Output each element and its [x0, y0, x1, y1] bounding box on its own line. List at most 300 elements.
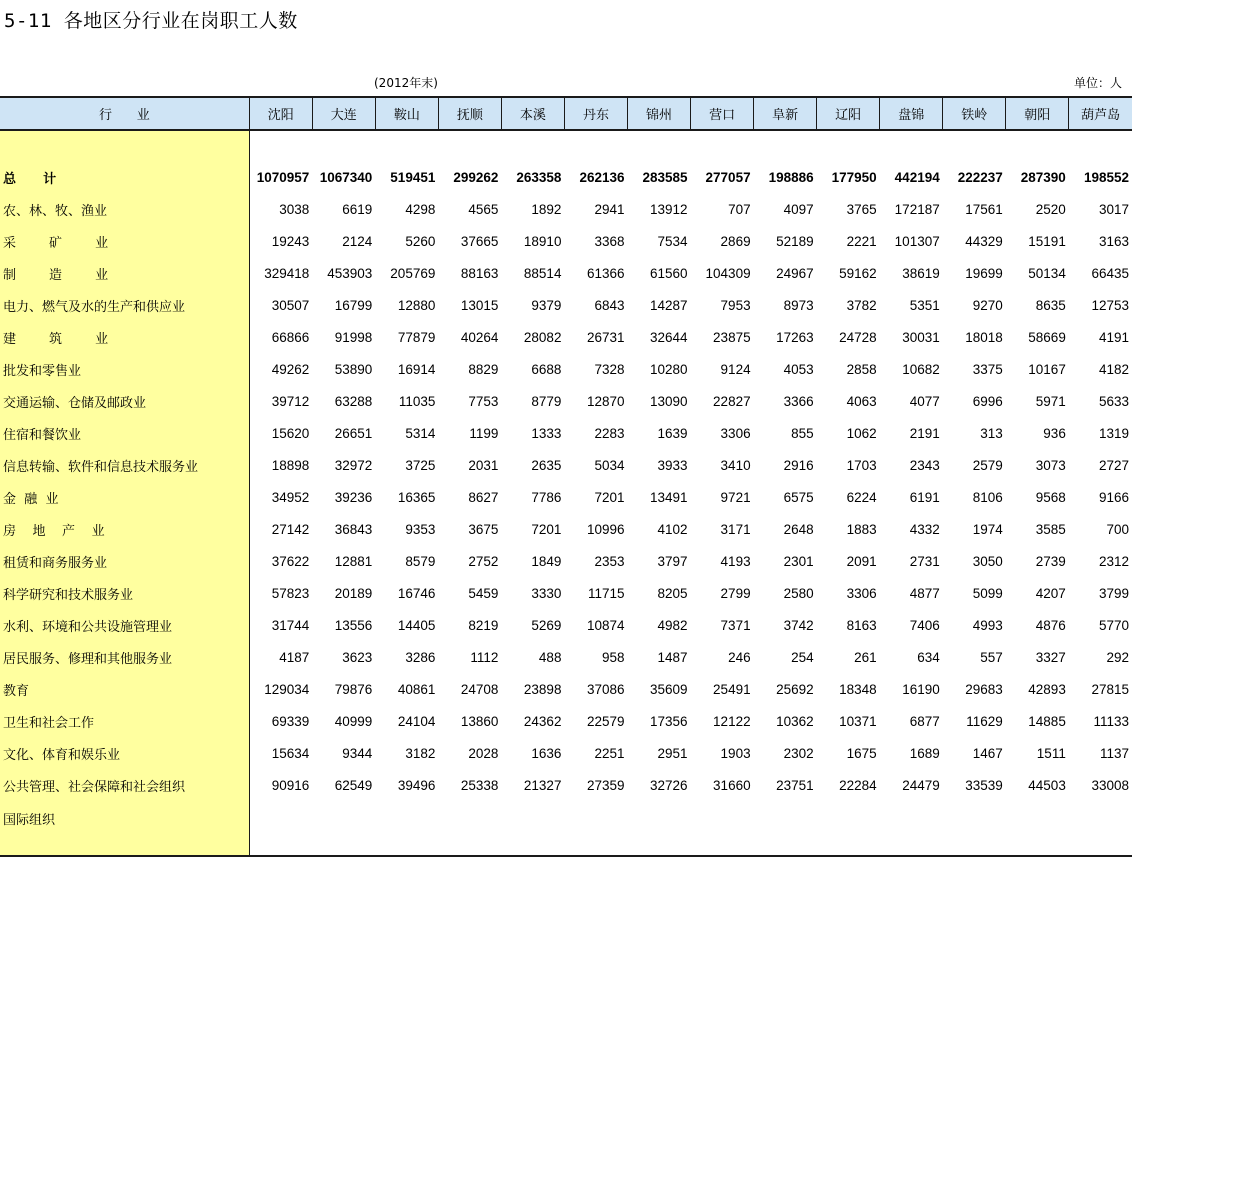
- value-cell: 2739: [1035, 553, 1066, 569]
- table-row: [0, 641, 1132, 673]
- value-cell: 1112: [470, 649, 499, 665]
- table-row: [0, 705, 1132, 737]
- industry-label: 卫生和社会工作: [0, 705, 249, 737]
- industry-label: 金 融 业: [0, 481, 249, 513]
- value-cell: 3933: [657, 457, 688, 473]
- value-cell: 1849: [531, 553, 562, 569]
- value-cell: [438, 801, 501, 856]
- value-cell: 6224: [846, 489, 877, 505]
- value-cell: 3306: [846, 585, 877, 601]
- value-cell: 958: [601, 649, 625, 665]
- value-cell: 25692: [776, 681, 814, 697]
- value-cell: 4191: [1098, 329, 1129, 345]
- value-cell: 9344: [342, 745, 373, 761]
- value-cell: 3366: [783, 393, 814, 409]
- table-row: [0, 321, 1132, 353]
- value-cell: 5770: [1098, 617, 1129, 633]
- value-cell: 9721: [720, 489, 751, 505]
- value-cell: 29683: [965, 681, 1003, 697]
- value-cell: 4102: [657, 521, 688, 537]
- value-cell: 2941: [594, 201, 625, 217]
- value-cell: 2301: [783, 553, 814, 569]
- table-row: [0, 225, 1132, 257]
- value-cell: 2091: [846, 553, 877, 569]
- value-cell: 37622: [271, 553, 310, 569]
- value-cell: 3799: [1098, 585, 1129, 601]
- value-cell: 40264: [460, 329, 499, 345]
- value-cell: [817, 801, 880, 856]
- value-cell: 10362: [776, 713, 814, 729]
- value-cell: 2579: [972, 457, 1003, 473]
- year-subtitle: (2012年末): [374, 76, 438, 90]
- value-cell: 198552: [1083, 169, 1129, 185]
- value-cell: 44329: [965, 233, 1003, 249]
- value-cell: 10996: [586, 521, 625, 537]
- value-cell: 2752: [468, 553, 499, 569]
- table-row: [0, 577, 1132, 609]
- value-cell: 23898: [523, 681, 562, 697]
- value-cell: 1883: [846, 521, 877, 537]
- value-cell: 3306: [720, 425, 751, 441]
- industry-label: 公共管理、社会保障和社会组织: [0, 769, 249, 801]
- value-cell: 3742: [783, 617, 814, 633]
- spacer-data-cell: [249, 130, 1132, 161]
- value-cell: 2343: [909, 457, 940, 473]
- value-cell: 3038: [279, 201, 310, 217]
- value-cell: 4993: [972, 617, 1003, 633]
- value-cell: 3797: [657, 553, 688, 569]
- table-row: [0, 417, 1132, 449]
- value-cell: 25491: [713, 681, 751, 697]
- value-cell: 936: [1043, 425, 1066, 441]
- value-cell: 5260: [405, 233, 436, 249]
- value-cell: 9568: [1035, 489, 1066, 505]
- city-column-header: 锦州: [628, 97, 691, 130]
- value-cell: 2951: [657, 745, 688, 761]
- value-cell: 4982: [657, 617, 688, 633]
- value-cell: 66866: [271, 329, 310, 345]
- value-cell: 3330: [531, 585, 562, 601]
- value-cell: 1137: [1099, 745, 1129, 761]
- value-cell: [943, 801, 1006, 856]
- city-column-header: 葫芦岛: [1069, 97, 1132, 130]
- value-cell: 3368: [594, 233, 625, 249]
- value-cell: [1069, 801, 1132, 856]
- industry-label: 水利、环境和公共设施管理业: [0, 609, 249, 641]
- value-cell: [501, 801, 564, 856]
- value-cell: 4182: [1098, 361, 1129, 377]
- value-cell: 1903: [720, 745, 751, 761]
- value-cell: 104309: [705, 265, 751, 281]
- value-cell: 15191: [1028, 233, 1066, 249]
- value-cell: 13556: [334, 617, 373, 633]
- value-cell: 91998: [334, 329, 373, 345]
- value-cell: 13860: [460, 713, 499, 729]
- table-row: [0, 609, 1132, 641]
- value-cell: 3182: [405, 745, 436, 761]
- value-cell: 30507: [271, 297, 310, 313]
- value-cell: 1511: [1036, 745, 1066, 761]
- table-header: [0, 97, 1132, 130]
- value-cell: 9166: [1098, 489, 1129, 505]
- value-cell: 17263: [776, 329, 814, 345]
- value-cell: 6843: [594, 297, 625, 313]
- value-cell: 2191: [909, 425, 940, 441]
- value-cell: [375, 801, 438, 856]
- value-cell: 59162: [839, 265, 877, 281]
- value-cell: 2580: [783, 585, 814, 601]
- value-cell: 14405: [397, 617, 436, 633]
- value-cell: 23875: [713, 329, 751, 345]
- value-cell: 4187: [279, 649, 310, 665]
- value-cell: [312, 801, 375, 856]
- value-cell: 53890: [334, 361, 373, 377]
- value-cell: 6996: [972, 393, 1003, 409]
- value-cell: 5034: [594, 457, 625, 473]
- industry-label: 交通运输、仓储及邮政业: [0, 385, 249, 417]
- value-cell: 8829: [468, 361, 499, 377]
- table-row: [0, 161, 1132, 193]
- value-cell: 129034: [264, 681, 310, 697]
- value-cell: 5099: [972, 585, 1003, 601]
- table-row: [0, 545, 1132, 577]
- value-cell: 32644: [650, 329, 688, 345]
- value-cell: 283585: [642, 169, 688, 185]
- value-cell: 49262: [271, 361, 310, 377]
- value-cell: [691, 801, 754, 856]
- value-cell: 2283: [594, 425, 625, 441]
- value-cell: 4053: [783, 361, 814, 377]
- value-cell: 61560: [650, 265, 688, 281]
- table-row: [0, 481, 1132, 513]
- value-cell: 7328: [594, 361, 625, 377]
- value-cell: 18348: [839, 681, 877, 697]
- value-cell: 1319: [1098, 425, 1129, 441]
- value-cell: 33008: [1091, 777, 1129, 793]
- value-cell: 205769: [390, 265, 436, 281]
- value-cell: 58669: [1028, 329, 1066, 345]
- table-row: [0, 449, 1132, 481]
- value-cell: 4193: [720, 553, 751, 569]
- value-cell: 6688: [531, 361, 562, 377]
- industry-label: 采 矿 业: [0, 225, 249, 257]
- value-cell: 16914: [397, 361, 436, 377]
- value-cell: 4097: [783, 201, 814, 217]
- value-cell: 36843: [334, 521, 373, 537]
- unit-label: 单位：人: [1074, 76, 1123, 90]
- value-cell: 101307: [894, 233, 940, 249]
- value-cell: 5314: [405, 425, 436, 441]
- value-cell: 22827: [713, 393, 751, 409]
- industry-label: 居民服务、修理和其他服务业: [0, 641, 249, 673]
- value-cell: 6575: [783, 489, 814, 505]
- value-cell: 16190: [902, 681, 940, 697]
- industry-label: 电力、燃气及水的生产和供应业: [0, 289, 249, 321]
- value-cell: 855: [791, 425, 814, 441]
- value-cell: 12753: [1091, 297, 1129, 313]
- value-cell: 35609: [650, 681, 688, 697]
- value-cell: 7201: [531, 521, 562, 537]
- value-cell: 1892: [531, 201, 562, 217]
- value-cell: 700: [1106, 521, 1129, 537]
- value-cell: 246: [728, 649, 751, 665]
- value-cell: 3171: [720, 521, 751, 537]
- value-cell: 18898: [271, 457, 310, 473]
- value-cell: 37086: [586, 681, 625, 697]
- value-cell: 2302: [783, 745, 814, 761]
- city-column-header: 朝阳: [1006, 97, 1069, 130]
- industry-label: 租赁和商务服务业: [0, 545, 249, 577]
- value-cell: 10682: [902, 361, 940, 377]
- value-cell: 2031: [468, 457, 499, 473]
- value-cell: 262136: [579, 169, 625, 185]
- table-row: [0, 353, 1132, 385]
- value-cell: 11035: [398, 393, 436, 409]
- table-row: [0, 673, 1132, 705]
- value-cell: 16799: [334, 297, 373, 313]
- value-cell: 442194: [894, 169, 940, 185]
- value-cell: 3327: [1035, 649, 1066, 665]
- value-cell: 50134: [1028, 265, 1066, 281]
- value-cell: 7406: [909, 617, 940, 633]
- value-cell: 488: [538, 649, 562, 665]
- value-cell: 13912: [650, 201, 688, 217]
- table-row: [0, 513, 1132, 545]
- value-cell: 14287: [650, 297, 688, 313]
- value-cell: 3725: [405, 457, 436, 473]
- value-cell: 11629: [966, 713, 1003, 729]
- value-cell: 557: [980, 649, 1003, 665]
- value-cell: 6877: [909, 713, 940, 729]
- city-column-header: 营口: [691, 97, 754, 130]
- value-cell: 5269: [531, 617, 562, 633]
- value-cell: 5351: [909, 297, 940, 313]
- value-cell: [564, 801, 627, 856]
- industry-label: 教育: [0, 673, 249, 705]
- table-row: [0, 737, 1132, 769]
- value-cell: 519451: [390, 169, 436, 185]
- value-cell: 8779: [531, 393, 562, 409]
- value-cell: 7534: [657, 233, 688, 249]
- value-cell: 3017: [1098, 201, 1129, 217]
- value-cell: 24362: [523, 713, 562, 729]
- industry-label: 信息转输、软件和信息技术服务业: [0, 449, 249, 481]
- value-cell: 4877: [909, 585, 940, 601]
- value-cell: 2520: [1035, 201, 1066, 217]
- value-cell: 33539: [965, 777, 1003, 793]
- value-cell: 8627: [468, 489, 499, 505]
- value-cell: 177950: [831, 169, 877, 185]
- value-cell: 5633: [1098, 393, 1129, 409]
- value-cell: 24104: [397, 713, 436, 729]
- city-column-header: 阜新: [754, 97, 817, 130]
- value-cell: 8205: [657, 585, 688, 601]
- value-cell: 3675: [468, 521, 499, 537]
- value-cell: 1974: [972, 521, 1003, 537]
- value-cell: 3410: [720, 457, 751, 473]
- value-cell: 52189: [776, 233, 814, 249]
- value-cell: 1487: [657, 649, 688, 665]
- value-cell: 287390: [1020, 169, 1066, 185]
- value-cell: 9353: [405, 521, 436, 537]
- value-cell: 4077: [909, 393, 940, 409]
- value-cell: 79876: [334, 681, 373, 697]
- spacer-row: [0, 130, 1132, 161]
- value-cell: 23751: [776, 777, 814, 793]
- value-cell: 1675: [846, 745, 877, 761]
- value-cell: 90916: [271, 777, 310, 793]
- city-column-header: 大连: [312, 97, 375, 130]
- industry-label: 文化、体育和娱乐业: [0, 737, 249, 769]
- value-cell: 21327: [523, 777, 562, 793]
- industry-label: 住宿和餐饮业: [0, 417, 249, 449]
- value-cell: 2858: [846, 361, 877, 377]
- value-cell: 40999: [334, 713, 373, 729]
- table-row: [0, 769, 1132, 801]
- value-cell: 9379: [531, 297, 562, 313]
- value-cell: 12880: [397, 297, 436, 313]
- table-row: [0, 289, 1132, 321]
- value-cell: 32726: [650, 777, 688, 793]
- value-cell: 31660: [713, 777, 751, 793]
- value-cell: 25338: [460, 777, 499, 793]
- city-column-header: 丹东: [564, 97, 627, 130]
- value-cell: 2221: [846, 233, 877, 249]
- value-cell: 10280: [650, 361, 688, 377]
- value-cell: 3286: [405, 649, 436, 665]
- value-cell: 1070957: [256, 169, 310, 185]
- value-cell: 63288: [334, 393, 373, 409]
- value-cell: 3765: [846, 201, 877, 217]
- value-cell: 3050: [972, 553, 1003, 569]
- value-cell: 18018: [965, 329, 1003, 345]
- value-cell: 4565: [468, 201, 499, 217]
- value-cell: 8106: [972, 489, 1003, 505]
- value-cell: [880, 801, 943, 856]
- value-cell: 11133: [1093, 713, 1129, 729]
- value-cell: 24967: [776, 265, 814, 281]
- value-cell: 2353: [594, 553, 625, 569]
- value-cell: 17561: [965, 201, 1003, 217]
- value-cell: 20189: [334, 585, 373, 601]
- value-cell: 12122: [713, 713, 751, 729]
- value-cell: 1067340: [319, 169, 373, 185]
- value-cell: 1689: [909, 745, 940, 761]
- value-cell: 61366: [586, 265, 625, 281]
- value-cell: 4332: [909, 521, 940, 537]
- value-cell: 3163: [1098, 233, 1129, 249]
- value-cell: 254: [791, 649, 814, 665]
- value-cell: 3375: [972, 361, 1003, 377]
- value-cell: 88514: [523, 265, 562, 281]
- value-cell: 1636: [531, 745, 562, 761]
- value-cell: 17356: [650, 713, 688, 729]
- city-column-header: 辽阳: [817, 97, 880, 130]
- value-cell: 3073: [1035, 457, 1066, 473]
- value-cell: 198886: [768, 169, 814, 185]
- value-cell: 39712: [271, 393, 310, 409]
- value-cell: 299262: [453, 169, 499, 185]
- value-cell: 27815: [1091, 681, 1129, 697]
- industry-label: 批发和零售业: [0, 353, 249, 385]
- value-cell: 222237: [957, 169, 1003, 185]
- value-cell: 1062: [846, 425, 877, 441]
- value-cell: [249, 801, 312, 856]
- industry-label: 农、林、牧、渔业: [0, 193, 249, 225]
- city-column-header: 抚顺: [438, 97, 501, 130]
- value-cell: 3623: [342, 649, 373, 665]
- value-cell: 14885: [1028, 713, 1066, 729]
- value-cell: 15620: [271, 425, 310, 441]
- value-cell: 4876: [1035, 617, 1066, 633]
- value-cell: 8163: [846, 617, 877, 633]
- value-cell: 7786: [531, 489, 562, 505]
- city-column-header: 盘锦: [880, 97, 943, 130]
- value-cell: 8635: [1035, 297, 1066, 313]
- value-cell: 27142: [271, 521, 310, 537]
- value-cell: 77879: [397, 329, 436, 345]
- value-cell: 7953: [720, 297, 751, 313]
- value-cell: 4298: [405, 201, 436, 217]
- value-cell: 62549: [334, 777, 373, 793]
- value-cell: 42893: [1028, 681, 1066, 697]
- industry-label: 总 计: [0, 161, 249, 193]
- value-cell: 261: [854, 649, 877, 665]
- value-cell: 34952: [271, 489, 310, 505]
- value-cell: 4063: [846, 393, 877, 409]
- value-cell: 13090: [650, 393, 688, 409]
- industry-label: 建 筑 业: [0, 321, 249, 353]
- value-cell: 39236: [334, 489, 373, 505]
- value-cell: 1639: [657, 425, 688, 441]
- value-cell: 8219: [468, 617, 499, 633]
- value-cell: 1467: [972, 745, 1003, 761]
- value-cell: 11715: [587, 585, 625, 601]
- value-cell: 2312: [1098, 553, 1129, 569]
- value-cell: 10371: [839, 713, 877, 729]
- value-cell: 1703: [846, 457, 877, 473]
- value-cell: 26731: [586, 329, 625, 345]
- page-title: 5-11 各地区分行业在岗职工人数: [4, 10, 298, 32]
- value-cell: 24479: [902, 777, 940, 793]
- value-cell: 27359: [586, 777, 625, 793]
- value-cell: 2648: [783, 521, 814, 537]
- value-cell: 31744: [271, 617, 310, 633]
- table-row: [0, 257, 1132, 289]
- value-cell: 13015: [460, 297, 499, 313]
- value-cell: 707: [728, 201, 751, 217]
- industry-column-header: 行 业: [0, 97, 249, 130]
- value-cell: 2028: [468, 745, 499, 761]
- value-cell: [754, 801, 817, 856]
- industry-label: 国际组织: [0, 801, 249, 856]
- city-column-header: 本溪: [501, 97, 564, 130]
- industry-label: 房 地 产 业: [0, 513, 249, 545]
- value-cell: 12881: [334, 553, 373, 569]
- city-column-header: 鞍山: [375, 97, 438, 130]
- value-cell: 292: [1106, 649, 1129, 665]
- industry-label: 制 造 业: [0, 257, 249, 289]
- employment-table: [0, 96, 1132, 857]
- value-cell: [628, 801, 691, 856]
- value-cell: 5459: [468, 585, 499, 601]
- value-cell: 3782: [846, 297, 877, 313]
- value-cell: 8579: [405, 553, 436, 569]
- table-body: [0, 130, 1132, 856]
- value-cell: 19699: [965, 265, 1003, 281]
- value-cell: 28082: [523, 329, 562, 345]
- industry-label: 科学研究和技术服务业: [0, 577, 249, 609]
